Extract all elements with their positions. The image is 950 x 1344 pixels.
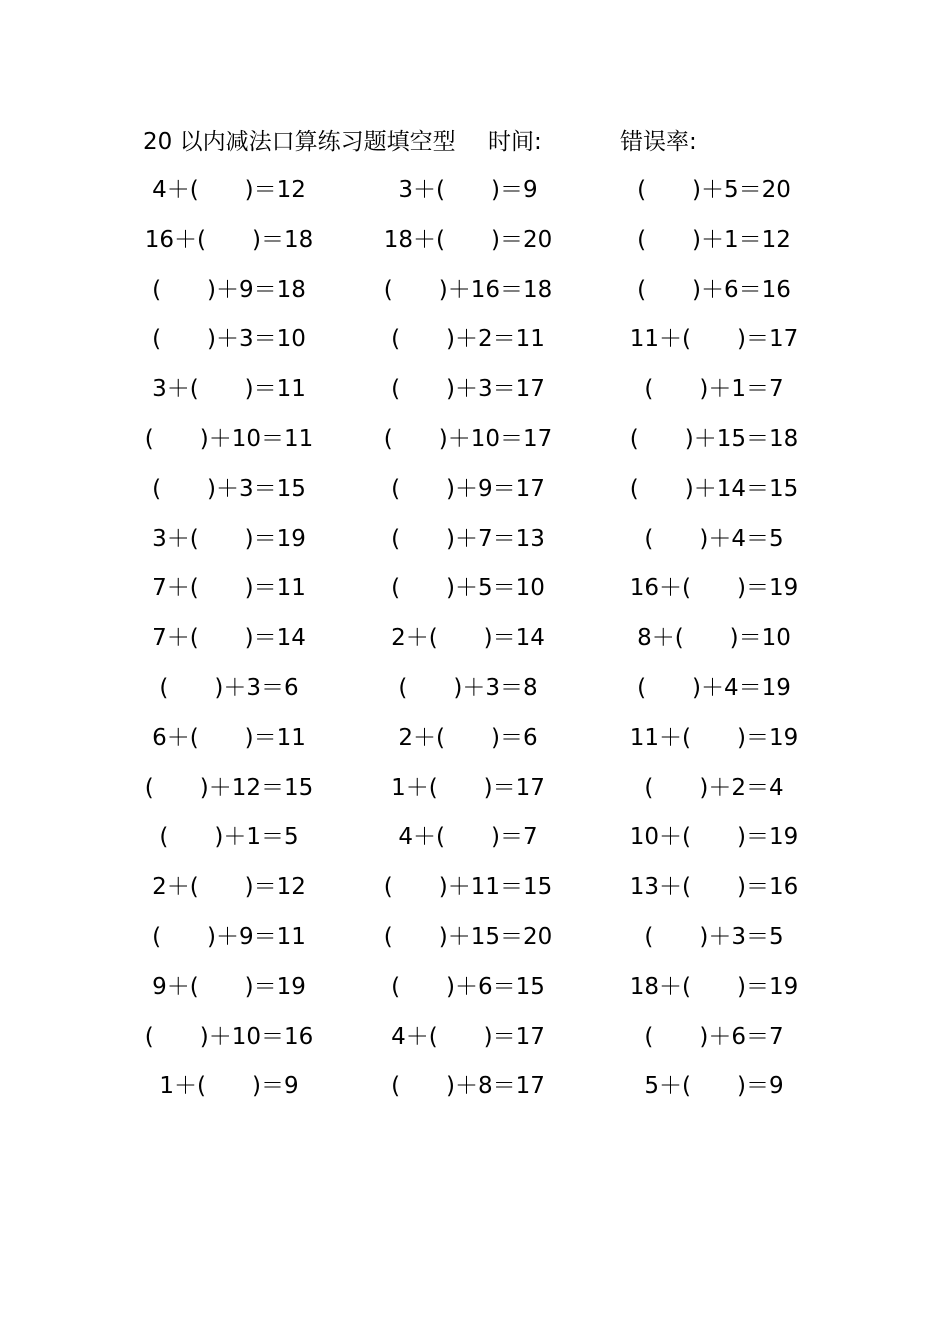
problem-row	[0, 465, 950, 515]
problem-item: ( )＋3＝15	[152, 475, 306, 502]
problem-item: ( )＋15＝18	[629, 425, 799, 452]
problem-item: ( )＋9＝18	[152, 276, 306, 303]
problem-row	[0, 614, 950, 664]
problem-item: 4＋( )＝17	[391, 1023, 545, 1050]
problem-row	[0, 266, 950, 316]
problem-item: 10＋( )＝19	[629, 824, 799, 851]
problem-item: 2＋( )＝12	[152, 874, 306, 901]
problem-item: 6＋( )＝11	[152, 724, 306, 751]
problem-item: ( )＋7＝13	[391, 525, 545, 552]
problem-item: 2＋( )＝6	[398, 724, 538, 751]
error-rate-label: 错误率:	[620, 129, 697, 155]
problem-row	[0, 963, 950, 1013]
problem-row	[0, 515, 950, 565]
problem-item: 11＋( )＝17	[629, 326, 799, 353]
problem-row	[0, 365, 950, 415]
problem-item: 9＋( )＝19	[152, 973, 306, 1000]
problem-item: 3＋( )＝11	[152, 376, 306, 403]
worksheet-title: 20 以内减法口算练习题填空型	[143, 129, 456, 155]
problem-item: ( )＋5＝10	[391, 575, 545, 602]
problem-item: 18＋( )＝20	[383, 226, 553, 253]
problem-row	[0, 863, 950, 913]
problem-item: 2＋( )＝14	[391, 625, 545, 652]
problem-item: ( )＋15＝20	[383, 923, 553, 950]
problem-item: ( )＋8＝17	[391, 1073, 545, 1100]
problem-item: ( )＋6＝15	[391, 973, 545, 1000]
problem-item: 11＋( )＝19	[629, 724, 799, 751]
problem-row	[0, 415, 950, 465]
problem-item: ( )＋12＝15	[144, 774, 314, 801]
problem-item: 13＋( )＝16	[629, 874, 799, 901]
problem-item: ( )＋10＝17	[383, 425, 553, 452]
problem-item: ( )＋6＝16	[637, 276, 791, 303]
problem-item: ( )＋10＝16	[144, 1023, 314, 1050]
problem-item: 4＋( )＝7	[398, 824, 538, 851]
problem-item: ( )＋1＝7	[644, 376, 784, 403]
problem-item: ( )＋2＝4	[644, 774, 784, 801]
problem-item: 8＋( )＝10	[637, 625, 791, 652]
problem-item: ( )＋4＝19	[637, 674, 791, 701]
worksheet-header	[0, 124, 950, 160]
problem-row	[0, 1062, 950, 1112]
problem-item: ( )＋6＝7	[644, 1023, 784, 1050]
problem-item: 1＋( )＝17	[391, 774, 545, 801]
problem-item: 3＋( )＝9	[398, 177, 538, 203]
problem-item: 7＋( )＝14	[152, 625, 306, 652]
problem-item: ( )＋14＝15	[629, 475, 799, 502]
problem-item: ( )＋2＝11	[391, 326, 545, 353]
problem-item: ( )＋9＝11	[152, 923, 306, 950]
problem-row	[0, 315, 950, 365]
problem-row	[0, 664, 950, 714]
problem-item: ( )＋1＝12	[637, 226, 791, 253]
problem-item: 3＋( )＝19	[152, 525, 306, 552]
problem-row	[0, 1013, 950, 1063]
problem-item: 5＋( )＝9	[644, 1073, 784, 1100]
problem-row	[0, 216, 950, 266]
problem-item: ( )＋11＝15	[383, 874, 553, 901]
problem-item: ( )＋3＝17	[391, 376, 545, 403]
problem-item: 16＋( )＝18	[144, 226, 314, 253]
problem-row	[0, 764, 950, 814]
problem-grid	[0, 166, 950, 1112]
time-label: 时间:	[488, 129, 542, 155]
problem-item: ( )＋1＝5	[159, 824, 299, 851]
problem-item: 16＋( )＝19	[629, 575, 799, 602]
problem-item: ( )＋3＝8	[398, 674, 538, 701]
problem-row	[0, 913, 950, 963]
problem-item: ( )＋3＝6	[159, 674, 299, 701]
problem-item: 7＋( )＝11	[152, 575, 306, 602]
problem-item: ( )＋3＝10	[152, 326, 306, 353]
problem-item: ( )＋10＝11	[144, 425, 314, 452]
problem-item: 18＋( )＝19	[629, 973, 799, 1000]
problem-row	[0, 714, 950, 764]
problem-row	[0, 813, 950, 863]
problem-item: ( )＋4＝5	[644, 525, 784, 552]
problem-row	[0, 166, 950, 216]
problem-item: 1＋( )＝9	[159, 1073, 299, 1100]
problem-item: ( )＋9＝17	[391, 475, 545, 502]
problem-item: 4＋( )＝12	[152, 177, 306, 203]
problem-row	[0, 564, 950, 614]
problem-item: ( )＋16＝18	[383, 276, 553, 303]
problem-item: ( )＋3＝5	[644, 923, 784, 950]
problem-item: ( )＋5＝20	[637, 177, 791, 203]
